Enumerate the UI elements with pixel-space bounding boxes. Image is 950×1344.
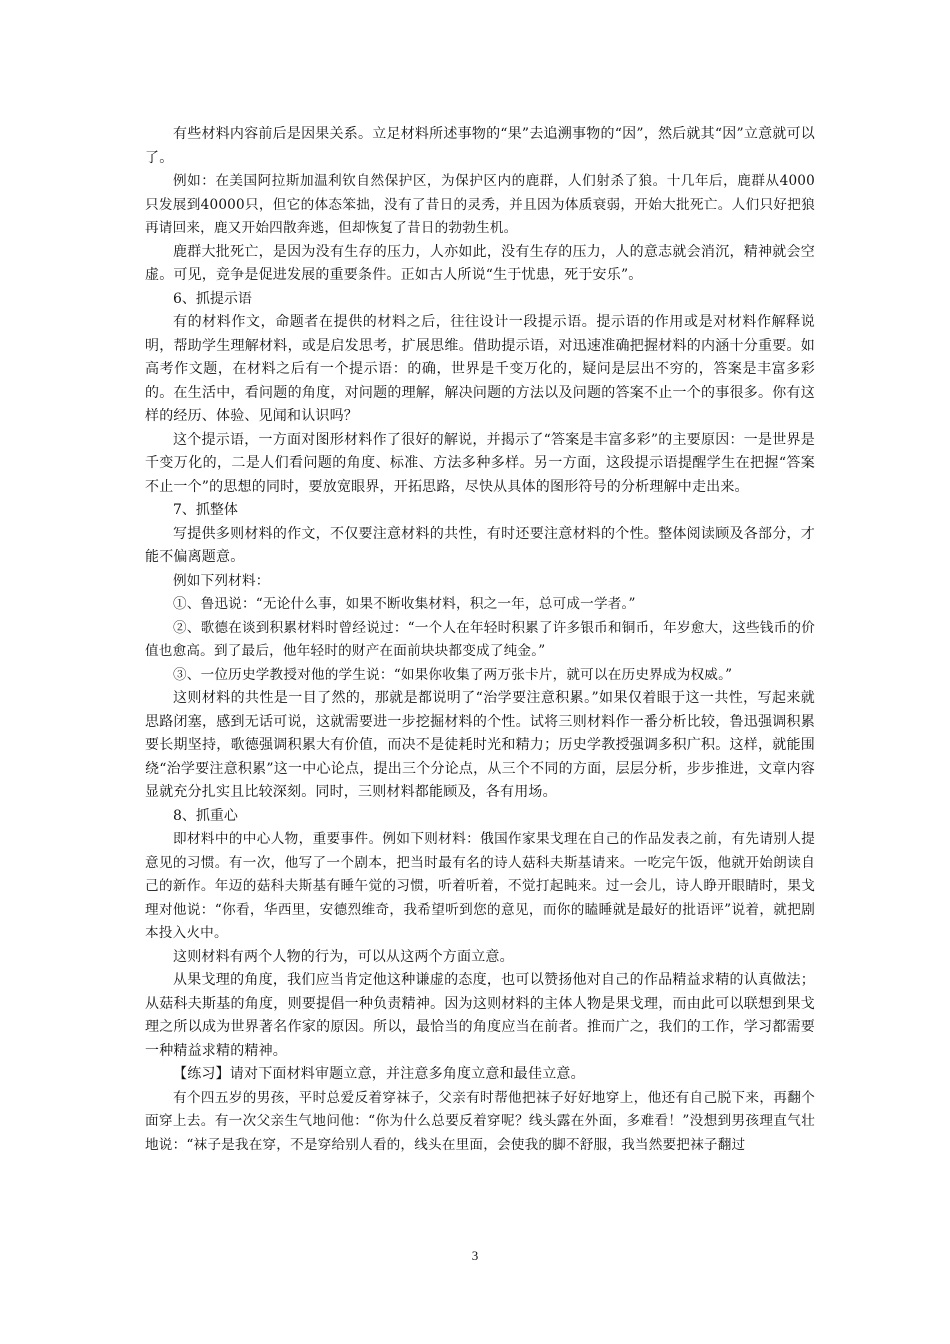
document-body <box>145 123 815 1157</box>
paragraph: 这则材料有两个人物的行为，可以从这两个方面立意。 <box>173 948 514 965</box>
paragraph: 【练习】请对下面材料审题立意，并注意多角度立意和最佳立意。 <box>173 1066 585 1082</box>
paragraph: 有些材料内容前后是因果关系。立足材料所述事物的“果”去追溯事物的“因”，然后就其“因”立意就可以了。 <box>145 126 815 166</box>
section-heading: 7、抓整体 <box>173 502 238 518</box>
paragraph: 例如：在美国阿拉斯加温利钦自然保护区，为保护区内的鹿群，人们射杀了狼。十几年后，鹿群从4000只发展到40000只，但它的体态笨拙，没有了昔日的灵秀，并且因为体质衰弱，开始大批死亡。人们只好把狼再请回来，鹿又开始四散奔逃，但却恢复了昔日的勃勃生机。 <box>145 173 815 236</box>
paragraph: 即材料中的中心人物，重要事件。例如下则材料：俄国作家果戈理在自己的作品发表之前，有先请别人提意见的习惯。有一次，他写了一个剧本，把当时最有名的诗人菇科夫斯基请来。一吃完午饭，他就开始朗读自己的新作。年迈的菇科夫斯基有睡午觉的习惯，听着听着，不觉打起盹来。过一会儿，诗人睁开眼睛时，果戈理对他说：“你看，华西里，安德烈维奇，我希望听到您的意见，而你的瞌睡就是最好的批语评”说着，就把剧本投入火中。 <box>145 831 815 941</box>
paragraph: 这则材料的共性是一目了然的，那就是都说明了“治学要注意积累。”如果仅着眼于这一共性，写起来就思路闭塞，感到无话可说，这就需要进一步挖掘材料的个性。试将三则材料作一番分析比较，鲁迅强调积累要长期坚持，歌德强调积累大有价值，而决不是徒耗时光和精力；历史学教授强调多积广积。这样，就能围绕“治学要注意积累”这一中心论点，提出三个分论点，从三个不同的方面，层层分析，步步推进，文章内容显就充分扎实且比较深刻。同时，三则材料都能顾及，各有用场。 <box>145 690 815 800</box>
page-number: 3 <box>471 1248 479 1263</box>
paragraph: 有的材料作文，命题者在提供的材料之后，往往设计一段提示语。提示语的作用或是对材料作解释说明，帮助学生理解材料，或是启发思考，扩展思维。借助提示语，对迅速准确把握材料的内涵十分重要。如高考作文题，在材料之后有一个提示语：的确，世界是千变万化的，疑问是层出不穷的，答案是丰富多彩的。在生活中，看问题的角度，对问题的理解，解决问题的方法以及问题的答案不止一个的事很多。你有这样的经历、体验、见闻和认识吗？ <box>145 314 815 424</box>
paragraph: 例如下列材料： <box>173 572 270 589</box>
paragraph: ②、歌德在谈到积累材料时曾经说过：“一个人在年轻时积累了许多银币和铜币，年岁愈大，这些钱币的价值也愈高。到了最后，他年轻时的财产在面前块块都变成了纯金。” <box>145 619 815 659</box>
paragraph: 从果戈理的角度，我们应当肯定他这种谦虚的态度，也可以赞扬他对自己的作品精益求精的认真做法；从菇科夫斯基的角度，则要提倡一种负责精神。因为这则材料的主体人物是果戈理，而由此可以联想到果戈理之所以成为世界著名作家的原因。所以，最恰当的角度应当在前者。推而广之，我们的工作，学习都需要一种精益求精的精神。 <box>145 972 815 1059</box>
paragraph: 鹿群大批死亡，是因为没有生存的压力，人亦如此，没有生存的压力，人的意志就会消沉，精神就会空虚。可见，竞争是促进发展的重要条件。正如古人所说“生于忧患，死于安乐”。 <box>145 243 815 283</box>
paragraph: ①、鲁迅说：“无论什么事，如果不断收集材料，积之一年，总可成一学者。” <box>173 596 636 612</box>
paragraph: 写提供多则材料的作文，不仅要注意材料的共性，有时还要注意材料的个性。整体阅读顾及各部分，才能不偏离题意。 <box>145 525 815 565</box>
paragraph: 这个提示语，一方面对图形材料作了很好的解说，并揭示了“答案是丰富多彩”的主要原因：一是世界是千变万化的，二是人们看问题的角度、标准、方法多种多样。另一方面，这段提示语提醒学生在把握“答案不止一个”的思想的同时，要放宽眼界，开拓思路，尽快从具体的图形符号的分析理解中走出来。 <box>145 431 815 495</box>
section-heading: 8、抓重心 <box>173 807 238 824</box>
paragraph: 有个四五岁的男孩，平时总爱反着穿袜子，父亲有时帮他把袜子好好地穿上，他还有自己脱下来，再翻个面穿上去。有一次父亲生气地问他：“你为什么总要反着穿呢？线头露在外面，多难看！”没想到男孩理直气壮地说：“袜子是我在穿，不是穿给别人看的，线头在里面，会使我的脚不舒服，我当然要把袜子翻过 <box>145 1089 815 1153</box>
paragraph: ③、一位历史学教授对他的学生说：“如果你收集了两万张卡片，就可以在历史界成为权威。” <box>173 666 733 683</box>
section-heading: 6、抓提示语 <box>173 290 252 307</box>
